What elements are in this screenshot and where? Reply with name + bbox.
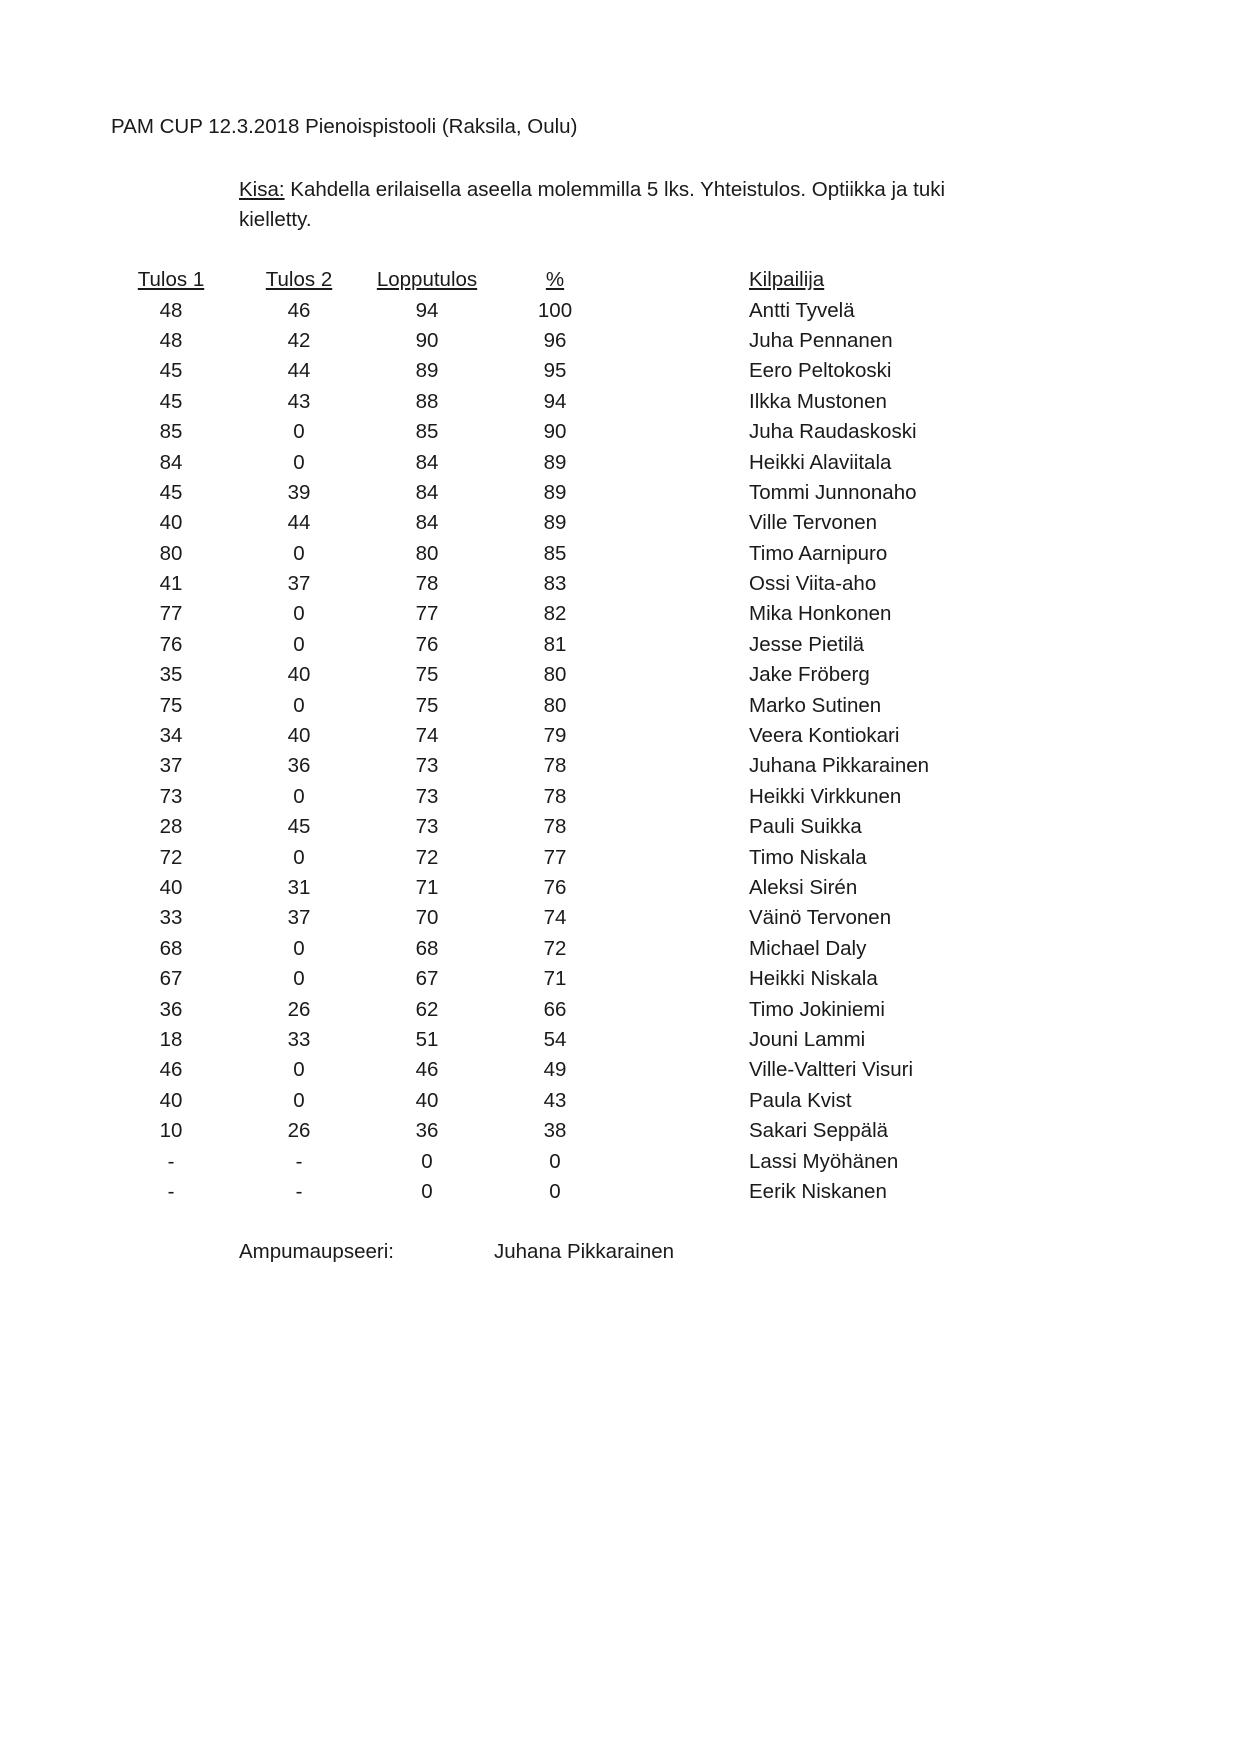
cell-spacer — [622, 812, 749, 842]
cell-percent: 43 — [543, 1088, 567, 1112]
cell-percent: 95 — [543, 359, 567, 383]
description-text: Kahdella erilaisella aseella molemmilla 5 lks. Yhteistulos. Optiikka ja tuki kielletty. — [239, 178, 946, 231]
table-row — [110, 539, 1009, 569]
cell-tulos-1: 35 — [159, 663, 183, 687]
cell-tulos-1: 77 — [159, 602, 183, 626]
cell-kilpailija: Heikki Alaviitala — [749, 450, 892, 474]
cell-tulos-1: 45 — [159, 389, 183, 413]
cell-tulos-2: 40 — [287, 663, 311, 687]
cell-percent: 89 — [543, 450, 567, 474]
header-kilpailija: Kilpailija — [749, 268, 825, 292]
cell-tulos-2: 45 — [287, 815, 311, 839]
cell-lopputulos: 71 — [415, 876, 439, 899]
cell-spacer — [622, 356, 749, 386]
cell-lopputulos: 36 — [415, 1119, 439, 1143]
cell-tulos-2: 0 — [293, 784, 305, 808]
table-row — [110, 508, 1009, 538]
table-row — [110, 751, 1009, 781]
cell-kilpailija: Sakari Seppälä — [749, 1119, 889, 1143]
cell-lopputulos: 67 — [415, 967, 439, 991]
table-row — [110, 1025, 1009, 1055]
cell-tulos-1: 33 — [159, 906, 183, 930]
cell-tulos-2: - — [295, 1179, 303, 1203]
cell-spacer — [622, 934, 749, 964]
cell-tulos-1: 18 — [159, 1027, 183, 1051]
cell-kilpailija: Juha Pennanen — [749, 328, 893, 352]
cell-tulos-2: 44 — [287, 359, 311, 383]
cell-kilpailija: Timo Jokiniemi — [749, 997, 885, 1021]
cell-tulos-1: 40 — [159, 1088, 183, 1112]
cell-percent: 38 — [543, 1119, 567, 1143]
cell-tulos-2: 0 — [293, 967, 305, 991]
cell-lopputulos: 88 — [415, 389, 439, 413]
cell-spacer — [622, 326, 749, 356]
cell-percent: 72 — [543, 936, 567, 960]
header-tulos-2: Tulos 2 — [265, 268, 333, 292]
cell-tulos-1: 48 — [159, 298, 183, 322]
cell-percent: 49 — [543, 1058, 567, 1082]
cell-lopputulos: 75 — [415, 663, 439, 687]
cell-percent: 0 — [549, 1149, 561, 1173]
cell-kilpailija: Jouni Lammi — [749, 1027, 866, 1051]
cell-spacer — [622, 539, 749, 569]
cell-tulos-1: 45 — [159, 480, 183, 504]
cell-percent: 54 — [543, 1027, 567, 1051]
cell-tulos-2: 0 — [293, 845, 305, 869]
header-tulos-1: Tulos 1 — [137, 268, 205, 292]
cell-lopputulos: 84 — [415, 480, 439, 504]
cell-spacer — [622, 994, 749, 1024]
cell-lopputulos: 68 — [415, 936, 439, 960]
cell-percent: 100 — [537, 298, 573, 322]
cell-kilpailija: Paula Kvist — [749, 1088, 852, 1112]
cell-tulos-2: 33 — [287, 1027, 311, 1051]
cell-kilpailija: Jesse Pietilä — [749, 632, 865, 656]
table-row — [110, 964, 1009, 994]
table-row — [110, 599, 1009, 629]
cell-lopputulos: 77 — [415, 602, 439, 626]
cell-tulos-1: 40 — [159, 876, 183, 899]
cell-spacer — [622, 1025, 749, 1055]
cell-lopputulos: 94 — [415, 298, 439, 322]
header-percent: % — [545, 268, 565, 292]
cell-kilpailija: Heikki Virkkunen — [749, 784, 902, 808]
cell-lopputulos: 0 — [421, 1179, 433, 1203]
cell-spacer — [622, 751, 749, 781]
cell-tulos-1: 73 — [159, 784, 183, 808]
cell-tulos-2: 0 — [293, 541, 305, 565]
cell-percent: 78 — [543, 815, 567, 839]
cell-spacer — [622, 842, 749, 872]
cell-kilpailija: Antti Tyvelä — [749, 298, 855, 322]
cell-tulos-2: 0 — [293, 1088, 305, 1112]
cell-lopputulos: 84 — [415, 450, 439, 474]
cell-lopputulos: 73 — [415, 754, 439, 778]
cell-tulos-2: 40 — [287, 724, 311, 748]
cell-lopputulos: 70 — [415, 906, 439, 930]
table-row — [110, 903, 1009, 933]
table-row — [110, 782, 1009, 812]
table-row — [110, 630, 1009, 660]
cell-spacer — [622, 447, 749, 477]
range-officer-name: Juhana Pikkarainen — [494, 1240, 675, 1263]
cell-percent: 96 — [543, 328, 567, 352]
results-table — [110, 265, 1009, 1207]
cell-percent: 83 — [543, 572, 567, 596]
cell-tulos-1: 72 — [159, 845, 183, 869]
cell-lopputulos: 62 — [415, 997, 439, 1021]
cell-spacer — [622, 1116, 749, 1146]
cell-tulos-2: 0 — [293, 632, 305, 656]
cell-tulos-2: 39 — [287, 480, 311, 504]
cell-spacer — [622, 569, 749, 599]
cell-tulos-2: 44 — [287, 511, 311, 535]
cell-tulos-1: - — [167, 1179, 175, 1203]
cell-kilpailija: Jake Fröberg — [749, 663, 870, 687]
cell-percent: 71 — [543, 967, 567, 991]
table-row — [110, 842, 1009, 872]
cell-tulos-2: 0 — [293, 693, 305, 717]
cell-lopputulos: 85 — [415, 420, 439, 444]
cell-lopputulos: 72 — [415, 845, 439, 869]
cell-percent: 76 — [543, 876, 567, 899]
cell-tulos-1: 76 — [159, 632, 183, 656]
table-row — [110, 326, 1009, 356]
cell-tulos-1: 46 — [159, 1058, 183, 1082]
cell-spacer — [622, 1055, 749, 1085]
cell-kilpailija: Juha Raudaskoski — [749, 420, 917, 444]
cell-percent: 77 — [543, 845, 567, 869]
cell-tulos-1: 67 — [159, 967, 183, 991]
cell-tulos-1: - — [167, 1149, 175, 1173]
table-row — [110, 295, 1009, 325]
footer — [239, 1240, 675, 1264]
cell-spacer — [622, 1146, 749, 1176]
cell-tulos-2: 37 — [287, 906, 311, 930]
cell-spacer — [622, 417, 749, 447]
cell-kilpailija: Marko Sutinen — [749, 693, 882, 717]
cell-percent: 74 — [543, 906, 567, 930]
cell-tulos-2: 37 — [287, 572, 311, 596]
header-spacer — [622, 265, 749, 295]
cell-kilpailija: Eero Peltokoski — [749, 359, 892, 383]
cell-percent: 79 — [543, 724, 567, 748]
cell-percent: 0 — [549, 1179, 561, 1203]
cell-percent: 89 — [543, 511, 567, 535]
cell-kilpailija: Timo Niskala — [749, 845, 867, 869]
cell-lopputulos: 46 — [415, 1058, 439, 1082]
table-row — [110, 447, 1009, 477]
table-row — [110, 1146, 1009, 1176]
cell-kilpailija: Veera Kontiokari — [749, 724, 900, 748]
cell-spacer — [622, 1086, 749, 1116]
cell-tulos-2: 0 — [293, 1058, 305, 1082]
cell-lopputulos: 51 — [415, 1027, 439, 1051]
cell-tulos-2: 0 — [293, 450, 305, 474]
cell-spacer — [622, 903, 749, 933]
cell-tulos-2: 43 — [287, 389, 311, 413]
cell-tulos-2: 26 — [287, 1119, 311, 1143]
cell-percent: 81 — [543, 632, 567, 656]
cell-tulos-1: 36 — [159, 997, 183, 1021]
cell-spacer — [622, 295, 749, 325]
cell-tulos-1: 75 — [159, 693, 183, 717]
cell-percent: 90 — [543, 420, 567, 444]
cell-spacer — [622, 508, 749, 538]
cell-spacer — [622, 1177, 749, 1207]
cell-percent: 80 — [543, 663, 567, 687]
table-row — [110, 387, 1009, 417]
cell-tulos-2: 42 — [287, 328, 311, 352]
cell-lopputulos: 90 — [415, 328, 439, 352]
cell-kilpailija: Timo Aarnipuro — [749, 541, 888, 565]
table-row — [110, 1177, 1009, 1207]
cell-lopputulos: 75 — [415, 693, 439, 717]
description-lead: Kisa: — [239, 178, 285, 201]
cell-spacer — [622, 478, 749, 508]
cell-kilpailija: Tommi Junnonaho — [749, 480, 917, 504]
cell-tulos-1: 48 — [159, 328, 183, 352]
table-row — [110, 417, 1009, 447]
cell-tulos-1: 45 — [159, 359, 183, 383]
cell-spacer — [622, 690, 749, 720]
table-row — [110, 873, 1009, 903]
cell-percent: 89 — [543, 480, 567, 504]
cell-kilpailija: Mika Honkonen — [749, 602, 892, 626]
cell-kilpailija: Juhana Pikkarainen — [749, 754, 930, 778]
cell-kilpailija: Michael Daly — [749, 936, 867, 960]
range-officer-label: Ampumaupseeri: — [239, 1240, 394, 1263]
table-row — [110, 812, 1009, 842]
cell-tulos-1: 37 — [159, 754, 183, 778]
cell-kilpailija: Ville Tervonen — [749, 511, 878, 535]
cell-tulos-2: 36 — [287, 754, 311, 778]
cell-percent: 85 — [543, 541, 567, 565]
cell-lopputulos: 40 — [415, 1088, 439, 1112]
table-row — [110, 690, 1009, 720]
cell-spacer — [622, 721, 749, 751]
table-row — [110, 660, 1009, 690]
header-lopputulos: Lopputulos — [376, 268, 478, 292]
page-title: PAM CUP 12.3.2018 Pienoispistooli (Raksila, Oulu) — [111, 115, 578, 138]
cell-kilpailija: Heikki Niskala — [749, 967, 878, 991]
cell-lopputulos: 0 — [421, 1149, 433, 1173]
cell-lopputulos: 89 — [415, 359, 439, 383]
cell-percent: 66 — [543, 997, 567, 1021]
cell-spacer — [622, 873, 749, 903]
cell-lopputulos: 78 — [415, 572, 439, 596]
cell-percent: 94 — [543, 389, 567, 413]
cell-tulos-1: 40 — [159, 511, 183, 535]
table-row — [110, 721, 1009, 751]
cell-percent: 78 — [543, 754, 567, 778]
cell-tulos-1: 41 — [159, 572, 183, 596]
cell-lopputulos: 84 — [415, 511, 439, 535]
table-row — [110, 1116, 1009, 1146]
cell-tulos-1: 85 — [159, 420, 183, 444]
cell-tulos-2: 46 — [287, 298, 311, 322]
cell-tulos-2: 31 — [287, 876, 311, 899]
cell-tulos-2: 26 — [287, 997, 311, 1021]
cell-tulos-1: 68 — [159, 936, 183, 960]
competition-description — [239, 175, 959, 235]
cell-lopputulos: 80 — [415, 541, 439, 565]
cell-tulos-2: - — [295, 1149, 303, 1173]
cell-tulos-2: 0 — [293, 420, 305, 444]
cell-tulos-1: 34 — [159, 724, 183, 748]
cell-kilpailija: Ville-Valtteri Visuri — [749, 1058, 914, 1082]
cell-tulos-1: 84 — [159, 450, 183, 474]
results-body — [110, 295, 1009, 1207]
cell-lopputulos: 76 — [415, 632, 439, 656]
cell-lopputulos: 74 — [415, 724, 439, 748]
cell-spacer — [622, 599, 749, 629]
table-row — [110, 934, 1009, 964]
cell-kilpailija: Väinö Tervonen — [749, 906, 892, 930]
cell-spacer — [622, 660, 749, 690]
cell-spacer — [622, 387, 749, 417]
cell-kilpailija: Pauli Suikka — [749, 815, 862, 839]
cell-lopputulos: 73 — [415, 784, 439, 808]
cell-percent: 78 — [543, 784, 567, 808]
cell-percent: 82 — [543, 602, 567, 626]
cell-kilpailija: Ilkka Mustonen — [749, 389, 887, 413]
cell-spacer — [622, 964, 749, 994]
table-row — [110, 569, 1009, 599]
cell-percent: 80 — [543, 693, 567, 717]
cell-kilpailija: Eerik Niskanen — [749, 1179, 887, 1203]
cell-kilpailija: Lassi Myöhänen — [749, 1149, 899, 1173]
table-row — [110, 1055, 1009, 1085]
cell-kilpailija: Ossi Viita-aho — [749, 572, 877, 596]
cell-tulos-2: 0 — [293, 602, 305, 626]
table-row — [110, 356, 1009, 386]
cell-tulos-1: 28 — [159, 815, 183, 839]
cell-tulos-2: 0 — [293, 936, 305, 960]
table-row — [110, 1086, 1009, 1116]
table-row — [110, 994, 1009, 1024]
table-row — [110, 478, 1009, 508]
cell-kilpailija: Aleksi Sirén — [749, 876, 858, 899]
cell-tulos-1: 10 — [159, 1119, 183, 1143]
cell-tulos-1: 80 — [159, 541, 183, 565]
cell-lopputulos: 73 — [415, 815, 439, 839]
header-row — [110, 265, 1009, 295]
cell-spacer — [622, 630, 749, 660]
cell-spacer — [622, 782, 749, 812]
